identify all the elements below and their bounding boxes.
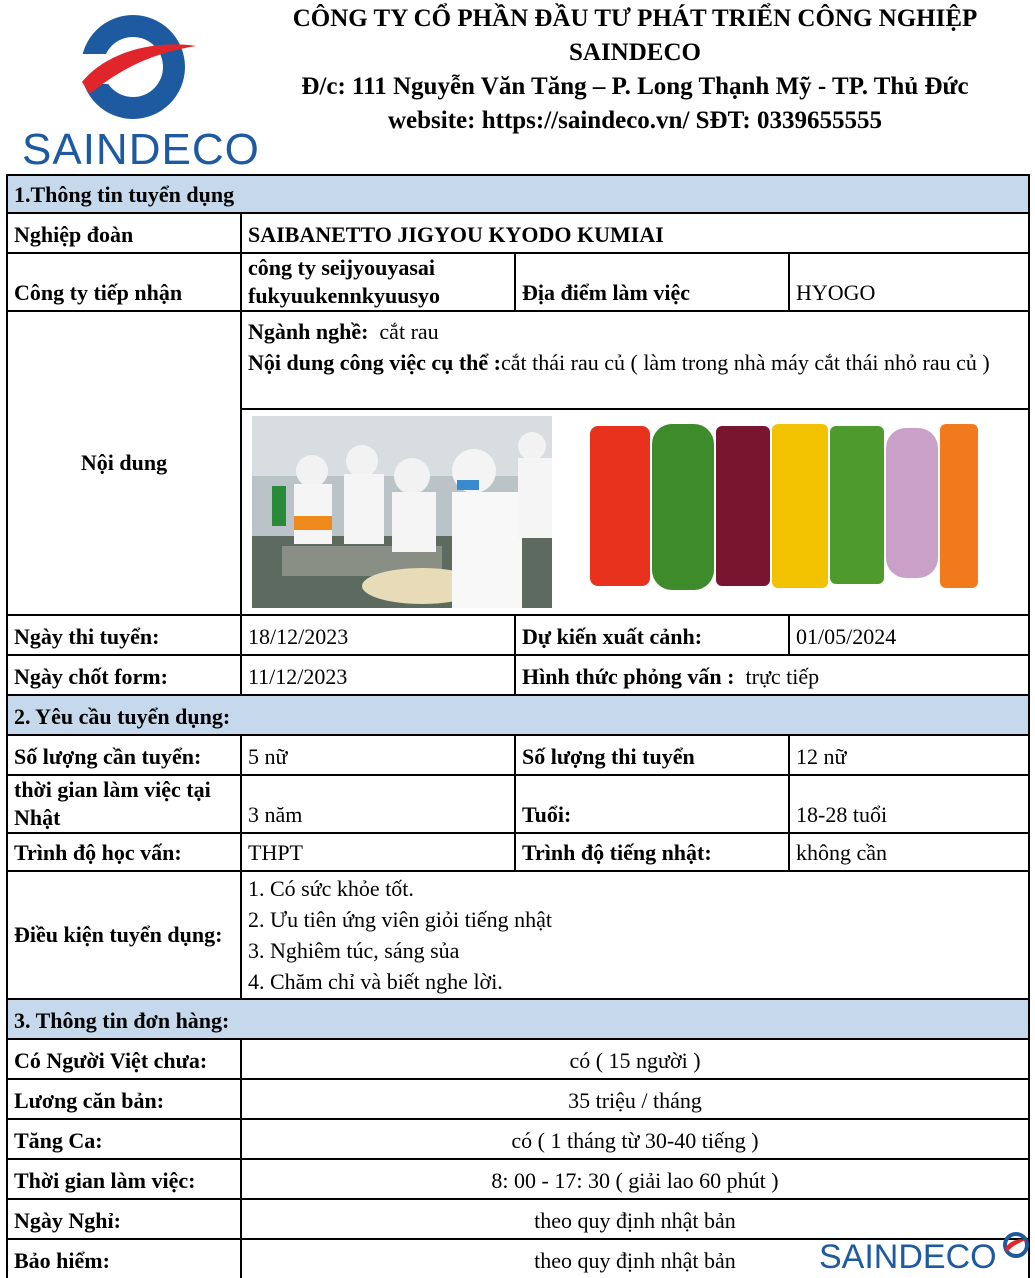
company-label: Công ty tiếp nhận — [6, 254, 242, 312]
departure-label: Dự kiến xuất cảnh: — [516, 616, 790, 656]
detail-line — [248, 347, 1022, 378]
conditions-list — [242, 872, 1030, 1000]
footer-logo — [819, 1232, 1029, 1276]
exam-date-label: Ngày thi tuyển: — [6, 616, 242, 656]
condition-item: 3. Nghiêm túc, sáng sủa — [248, 938, 460, 963]
company-name-line1: CÔNG TY CỔ PHẦN ĐẦU TƯ PHÁT TRIỂN CÔNG NGHIỆP — [292, 5, 978, 32]
job-line — [248, 316, 1022, 347]
factory-workers-photo — [252, 416, 552, 608]
interview-label: Hình thức phỏng vấn : — [522, 664, 735, 689]
section-2-title: 2. Yêu cầu tuyển dụng: — [6, 696, 1030, 736]
vegetables-photo — [582, 416, 982, 606]
photo-area — [242, 410, 1030, 616]
condition-item: 4. Chăm chỉ và biết nghe lời. — [248, 969, 503, 994]
order-row-value: theo quy định nhật bản — [242, 1240, 1030, 1278]
order-row-value: 8: 00 - 17: 30 ( giải lao 60 phút ) — [242, 1160, 1030, 1200]
job-description — [242, 312, 1030, 410]
japanese-label: Trình độ tiếng nhật: — [516, 834, 790, 872]
exam-date-value: 18/12/2023 — [242, 616, 516, 656]
age-label: Tuổi: — [516, 776, 790, 834]
job-value: cắt rau — [379, 319, 439, 344]
order-row-value: có ( 1 tháng từ 30-40 tiếng ) — [242, 1120, 1030, 1160]
section-3-title: 3. Thông tin đơn hàng: — [6, 1000, 1030, 1040]
detail-value: cắt thái rau củ ( làm trong nhà máy cắt thái nhỏ rau củ ) — [501, 350, 990, 375]
location-value: HYOGO — [790, 254, 1030, 312]
union-value: SAIBANETTO JIGYOU KYODO KUMIAI — [242, 214, 1030, 254]
header — [0, 0, 1035, 172]
company-address: Đ/c: 111 Nguyễn Văn Tăng – P. Long Thạnh Mỹ - TP. Thủ Đức — [301, 73, 969, 100]
education-value: THPT — [242, 834, 516, 872]
order-row-label: Tăng Ca: — [6, 1120, 242, 1160]
saindeco-logo — [18, 10, 260, 174]
order-row-value: 35 triệu / tháng — [242, 1080, 1030, 1120]
quota-label: Số lượng cần tuyển: — [6, 736, 242, 776]
exam-count-value: 12 nữ — [790, 736, 1030, 776]
location-label: Địa điểm làm việc — [516, 254, 790, 312]
order-row-value: theo quy định nhật bản — [242, 1200, 1030, 1240]
footer-logo-wordmark: SAINDECO — [819, 1238, 997, 1276]
company-contact: website: https://saindeco.vn/ SĐT: 0339655555 — [387, 107, 882, 134]
company-value: công ty seijyouyasai fukyuukennkyuusyo — [242, 254, 516, 312]
union-label: Nghiệp đoàn — [6, 214, 242, 254]
japanese-value: không cần — [790, 834, 1030, 872]
duration-value: 3 năm — [242, 776, 516, 834]
recruitment-table — [6, 174, 1030, 1278]
quota-value: 5 nữ — [242, 736, 516, 776]
company-info — [250, 2, 1020, 138]
conditions-label: Điều kiện tuyển dụng: — [6, 872, 242, 1000]
condition-item: 2. Ưu tiên ứng viên giỏi tiếng nhật — [248, 907, 552, 932]
logo-emblem-icon — [18, 10, 250, 130]
content-label: Nội dung — [6, 312, 242, 616]
departure-value: 01/05/2024 — [790, 616, 1030, 656]
duration-label: thời gian làm việc tại Nhật — [6, 776, 242, 834]
logo-wordmark: SAINDECO — [22, 125, 260, 174]
company-name-line2: SAINDECO — [569, 39, 701, 66]
education-label: Trình độ học vấn: — [6, 834, 242, 872]
condition-item: 1. Có sức khỏe tốt. — [248, 876, 414, 901]
order-row-label: Thời gian làm việc: — [6, 1160, 242, 1200]
footer-logo-emblem-icon — [1003, 1232, 1029, 1258]
job-label: Ngành nghề: — [248, 319, 369, 344]
exam-count-label: Số lượng thi tuyển — [516, 736, 790, 776]
detail-label: Nội dung công việc cụ thể : — [248, 350, 501, 375]
form-deadline-label: Ngày chốt form: — [6, 656, 242, 696]
order-row-label: Ngày Nghỉ: — [6, 1200, 242, 1240]
order-row-label: Có Người Việt chưa: — [6, 1040, 242, 1080]
order-row-value: có ( 15 người ) — [242, 1040, 1030, 1080]
interview-value: trực tiếp — [745, 664, 820, 689]
interview-row — [516, 656, 1030, 696]
section-1-title: 1.Thông tin tuyển dụng — [6, 174, 1030, 214]
order-row-label: Bảo hiểm: — [6, 1240, 242, 1278]
order-row-label: Lương căn bản: — [6, 1080, 242, 1120]
form-deadline-value: 11/12/2023 — [242, 656, 516, 696]
age-value: 18-28 tuổi — [790, 776, 1030, 834]
